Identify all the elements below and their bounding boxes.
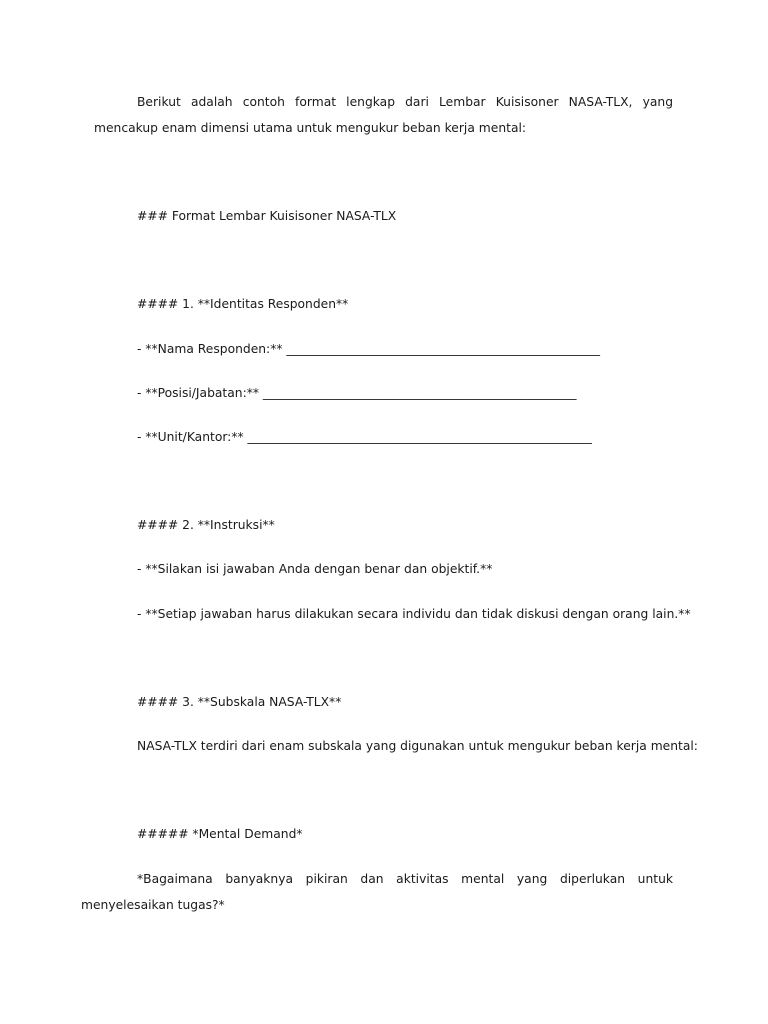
instruction-item: - **Setiap jawaban harus dilakukan secara individu dan tidak diskusi dengan orang lain.** [137, 607, 691, 621]
main-heading: ### Format Lembar Kuisisoner NASA-TLX [137, 209, 397, 223]
subsection-question: *Bagaimana banyaknya pikiran dan aktivitas mental yang diperlukan untuk menyelesaikan tugas?* [81, 872, 673, 912]
field-nama-responden: - **Nama Responden:** ___________________________________________________ [137, 342, 600, 356]
intro-paragraph: Berikut adalah contoh format lengkap dari Lembar Kuisisoner NASA-TLX, yang mencakup enam dimensi utama untuk mengukur beban kerja mental: [94, 95, 673, 135]
section3-text: NASA-TLX terdiri dari enam subskala yang digunakan untuk mengukur beban kerja mental: [137, 739, 698, 753]
field-unit-kantor: - **Unit/Kantor:** ________________________________________________________ [137, 430, 592, 444]
field-posisi-jabatan: - **Posisi/Jabatan:** ___________________________________________________ [137, 386, 577, 400]
instruction-item: - **Silakan isi jawaban Anda dengan benar dan objektif.** [137, 562, 493, 576]
section2-heading: #### 2. **Instruksi** [137, 518, 275, 532]
section3-heading: #### 3. **Subskala NASA-TLX** [137, 695, 342, 709]
subsection-heading: ##### *Mental Demand* [137, 827, 303, 841]
section1-heading: #### 1. **Identitas Responden** [137, 297, 349, 311]
